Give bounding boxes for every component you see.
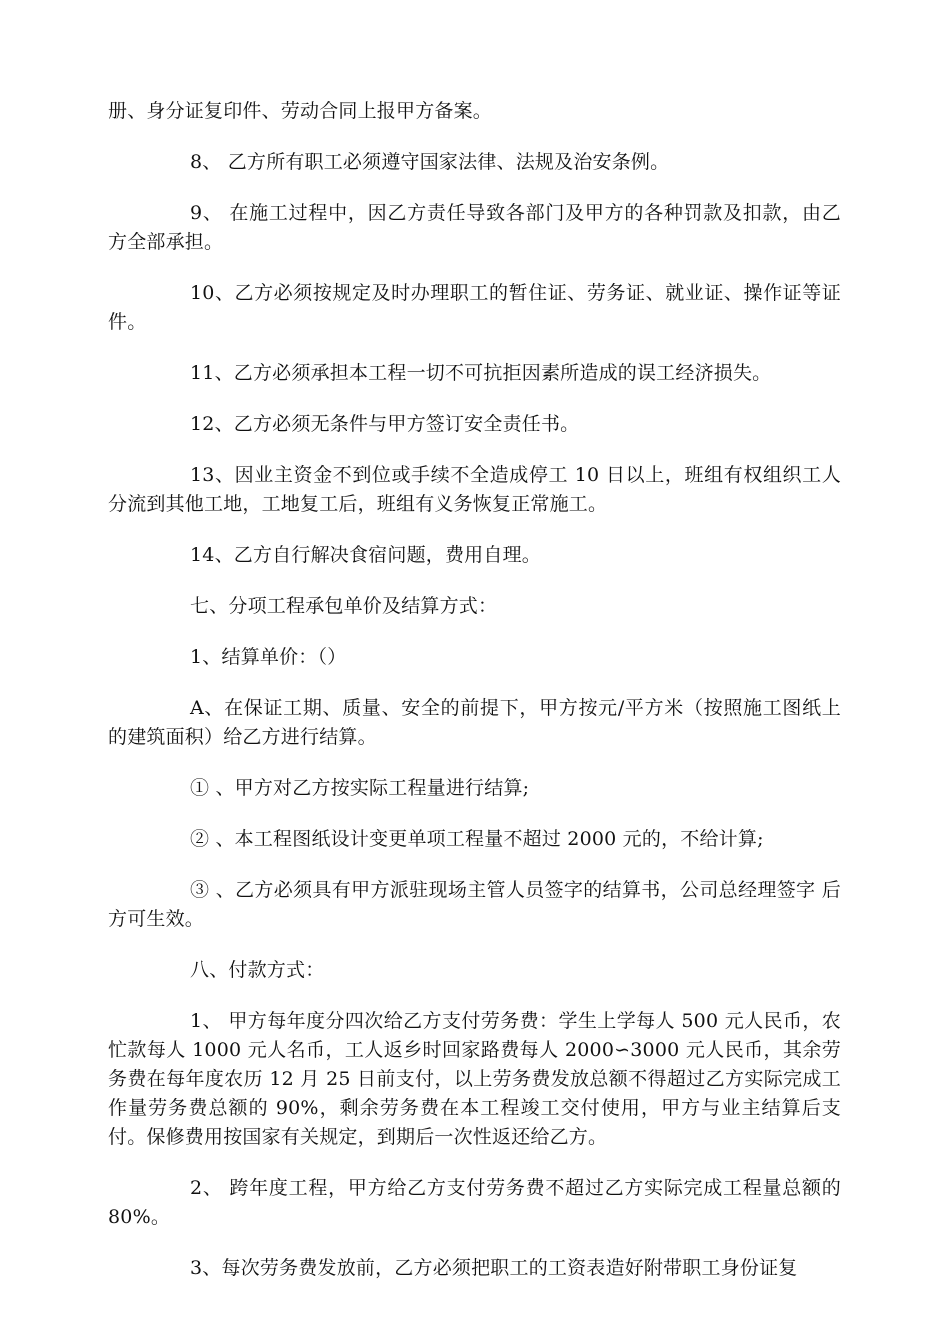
- paragraph-payment-1: 1、 甲方每年度分四次给乙方支付劳务费：学生上学每人 500 元人民币，农忙款每人 1000 元人名币，工人返乡时回家路费每人 2000∽3000 元人民币，其余劳务费在每年度农历 12 月 25 日前支付，以上劳务费发放总额不得超过乙方实际完成工作量劳务费总额的 90%，剩余劳务费在本工程竣工交付使用，甲方与业主结算后支付。保修费用按国家有关规定，到期后一次性返还给乙方。: [108, 1010, 841, 1148]
- document-body: [108, 97, 841, 1305]
- paragraph-settlement-item-3: ③ 、乙方必须具有甲方派驻现场主管人员签字的结算书，公司总经理签字 后方可生效。: [108, 879, 841, 930]
- paragraph-clause-10: 10、乙方必须按规定及时办理职工的暂住证、劳务证、就业证、操作证等证件。: [108, 282, 841, 333]
- paragraph-continued-id-copy: 册、身分证复印件、劳动合同上报甲方备案。: [108, 100, 493, 122]
- paragraph-clause-14: 14、乙方自行解决食宿问题，费用自理。: [190, 544, 541, 566]
- paragraph-clause-8: 8、 乙方所有职工必须遵守国家法律、法规及治安条例。: [190, 151, 670, 173]
- paragraph-clause-11: 11、乙方必须承担本工程一切不可抗拒因素所造成的误工经济损失。: [190, 362, 772, 384]
- section-heading-payment-method: 八、付款方式：: [190, 959, 325, 981]
- section-heading-pricing-settlement: 七、分项工程承包单价及结算方式：: [190, 595, 498, 617]
- paragraph-settlement-unit-price: 1、结算单价：（）: [190, 646, 347, 668]
- paragraph-payment-3: 3、每次劳务费发放前，乙方必须把职工的工资表造好附带职工身份证复: [190, 1257, 798, 1279]
- paragraph-payment-2: 2、 跨年度工程，甲方给乙方支付劳务费不超过乙方实际完成工程量总额的 80%。: [108, 1177, 841, 1228]
- paragraph-settlement-item-1: ① 、甲方对乙方按实际工程量进行结算;: [190, 777, 530, 799]
- paragraph-clause-9: 9、 在施工过程中，因乙方责任导致各部门及甲方的各种罚款及扣款，由乙方全部承担。: [108, 202, 841, 253]
- paragraph-settlement-a: A、在保证工期、质量、安全的前提下，甲方按元/平方米（按照施工图纸上的建筑面积）给乙方进行结算。: [108, 697, 841, 748]
- paragraph-clause-13: 13、因业主资金不到位或手续不全造成停工 10 日以上，班组有权组织工人分流到其他工地，工地复工后，班组有义务恢复正常施工。: [108, 464, 841, 515]
- paragraph-clause-12: 12、乙方必须无条件与甲方签订安全责任书。: [190, 413, 580, 435]
- paragraph-settlement-item-2: ② 、本工程图纸设计变更单项工程量不超过 2000 元的，不给计算;: [190, 828, 764, 850]
